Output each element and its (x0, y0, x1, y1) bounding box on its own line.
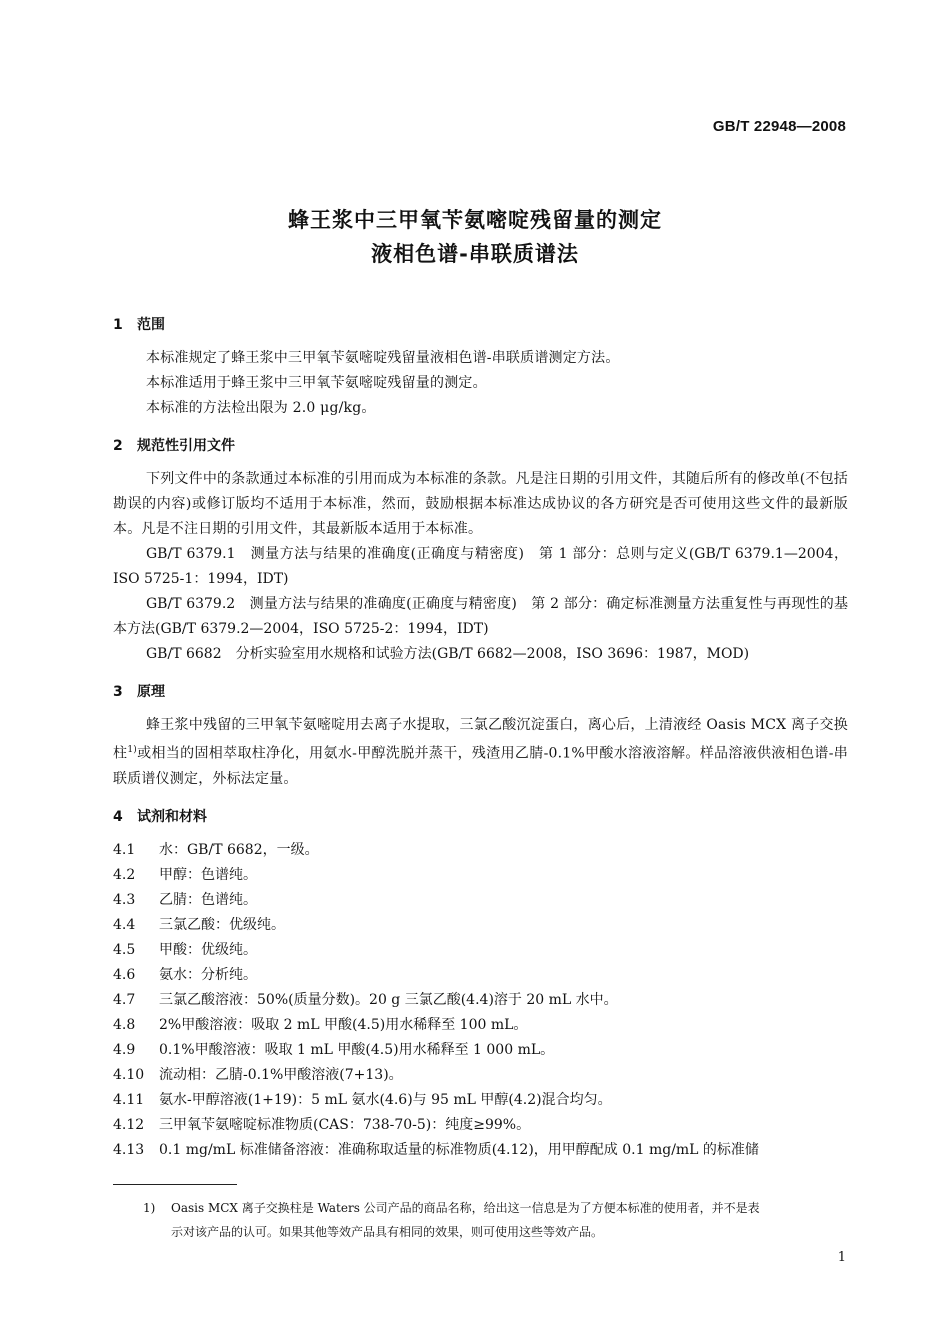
item-text: 三甲氧苄氨嘧啶标准物质(CAS：738-70-5)：纯度≥99%。 (159, 1116, 531, 1133)
item-text: 甲酸：优级纯。 (159, 941, 257, 958)
list-item (113, 1113, 848, 1138)
item-number: 4.7 (113, 991, 136, 1008)
section-title: 范围 (137, 317, 165, 333)
list-item (113, 1038, 848, 1063)
item-number: 4.10 (113, 1066, 145, 1083)
section-3-heading (113, 681, 848, 703)
section-number: 2 (113, 438, 123, 454)
item-text: 氨水-甲醇溶液(1+19)：5 mL 氨水(4.6)与 95 mL 甲醇(4.2)混合均匀。 (159, 1091, 612, 1108)
list-item (113, 1013, 848, 1038)
list-item (113, 913, 848, 938)
section-title: 规范性引用文件 (137, 438, 235, 454)
list-item (113, 1088, 848, 1113)
section-2-heading (113, 435, 848, 457)
paragraph-text: 或相当的固相萃取柱净化，用氨水-甲醇洗脱并蒸干，残渣用乙腈-0.1%甲酸水溶液溶解。样品溶液供液相色谱-串联质谱仪测定，外标法定量。 (113, 745, 849, 787)
footnote-marker: 1) (127, 745, 137, 755)
title-line-2: 液相色谱-串联质谱法 (371, 242, 579, 266)
normative-reference: GB/T 6379.1 测量方法与结果的准确度(正确度与精密度) 第 1 部分：总则与定义(GB/T 6379.1—2004，ISO 5725-1：1994，IDT) (113, 546, 848, 587)
page-number: 1 (837, 1250, 846, 1265)
paragraph: 本标准规定了蜂王浆中三甲氧苄氨嘧啶残留量液相色谱-串联质谱测定方法。 (146, 350, 620, 366)
item-number: 4.4 (113, 916, 136, 933)
item-number: 4.3 (113, 891, 136, 908)
section-title: 试剂和材料 (137, 808, 207, 825)
item-text: 0.1%甲酸溶液：吸取 1 mL 甲酸(4.5)用水稀释至 1 000 mL。 (159, 1041, 555, 1058)
list-item (113, 938, 848, 963)
item-number: 4.9 (113, 1041, 136, 1058)
standard-code: GB/T 22948—2008 (712, 118, 846, 135)
item-text: 甲醇：色谱纯。 (159, 866, 257, 883)
item-number: 4.13 (113, 1141, 145, 1158)
item-text: 2%甲酸溶液：吸取 2 mL 甲酸(4.5)用水稀释至 100 mL。 (159, 1016, 528, 1033)
item-text: 三氯乙酸溶液：50%(质量分数)。20 g 三氯乙酸(4.4)溶于 20 mL 水中。 (159, 991, 618, 1008)
item-number: 4.6 (113, 966, 136, 983)
item-number: 4.5 (113, 941, 136, 958)
footnote-number: 1) (143, 1201, 156, 1215)
normative-reference: GB/T 6379.2 测量方法与结果的准确度(正确度与精密度) 第 2 部分：确定标准测量方法重复性与再现性的基本方法(GB/T 6379.2—2004，ISO 5725-2：1994，IDT) (113, 596, 848, 637)
document-body (113, 314, 848, 1163)
list-item (113, 838, 848, 863)
item-number: 4.8 (113, 1016, 136, 1033)
section-number: 1 (113, 317, 123, 333)
item-number: 4.11 (113, 1091, 145, 1108)
paragraph: 本标准适用于蜂王浆中三甲氧苄氨嘧啶残留量的测定。 (146, 375, 487, 391)
item-text: 乙腈：色谱纯。 (159, 891, 257, 908)
section-4-heading (113, 806, 848, 828)
footnote-line-1 (143, 1196, 849, 1220)
list-item (113, 1063, 848, 1088)
paragraph (113, 713, 848, 792)
list-item (113, 888, 848, 913)
list-item (113, 988, 848, 1013)
item-text: 氨水：分析纯。 (159, 966, 257, 983)
item-text: 流动相：乙腈-0.1%甲酸溶液(7+13)。 (159, 1066, 403, 1083)
reagent-list (113, 838, 848, 1163)
paragraph: 下列文件中的条款通过本标准的引用而成为本标准的条款。凡是注日期的引用文件，其随后所有的修改单(不包括勘误的内容)或修订版均不适用于本标准，然而，鼓励根据本标准达成协议的各方研究是否可使用这些文件的最新版本。凡是不注日期的引用文件，其最新版本适用于本标准。 (113, 471, 848, 537)
list-item (113, 863, 848, 888)
title-line-1: 蜂王浆中三甲氧苄氨嘧啶残留量的测定 (288, 208, 662, 232)
section-number: 3 (113, 684, 123, 700)
section-number: 4 (113, 808, 123, 825)
list-item (113, 963, 848, 988)
footnote (143, 1196, 849, 1244)
list-item (113, 1138, 848, 1163)
section-title: 原理 (137, 684, 165, 700)
item-text: 三氯乙酸：优级纯。 (159, 916, 285, 933)
item-text: 0.1 mg/mL 标准储备溶液：准确称取适量的标准物质(4.12)，用甲醇配成 0.1 mg/mL 的标准储 (159, 1141, 759, 1158)
section-1-heading (113, 314, 848, 336)
item-number: 4.12 (113, 1116, 145, 1133)
normative-reference: GB/T 6682 分析实验室用水规格和试验方法(GB/T 6682—2008，ISO 3696：1987，MOD) (146, 646, 750, 662)
paragraph-text: 蜂王浆中残留的三甲氧苄氨嘧啶用去离子水提取，三氯乙酸沉淀蛋白，离心后，上清液经 Oasis MCX 离子交换柱 (113, 717, 848, 762)
item-number: 4.1 (113, 841, 136, 858)
footnote-text: Oasis MCX 离子交换柱是 Waters 公司产品的商品名称，给出这一信息是为了方便本标准的使用者，并不是表 (171, 1201, 760, 1215)
footnote-line-2: 示对该产品的认可。如果其他等效产品具有相同的效果，则可使用这些等效产品。 (171, 1225, 604, 1239)
item-number: 4.2 (113, 866, 136, 883)
item-text: 水：GB/T 6682，一级。 (159, 841, 319, 858)
paragraph: 本标准的方法检出限为 2.0 μg/kg。 (146, 400, 376, 416)
footnote-divider (113, 1184, 237, 1185)
